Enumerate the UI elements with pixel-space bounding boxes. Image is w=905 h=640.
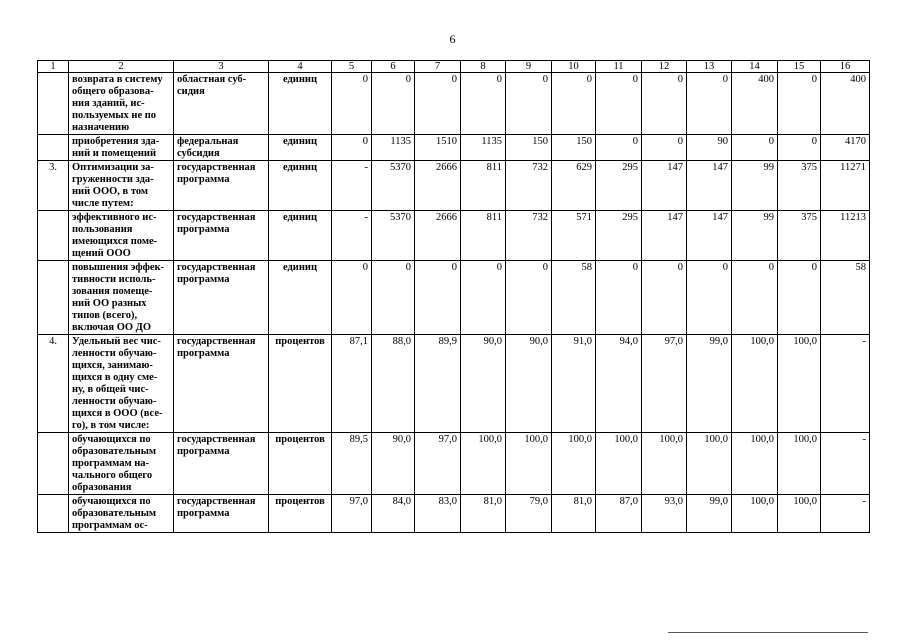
row-number: 3.: [38, 161, 69, 211]
funding-source: государственная программа: [174, 161, 269, 211]
funding-source: областная суб- сидия: [174, 73, 269, 135]
row-number: [38, 73, 69, 135]
value-cell: 400: [821, 73, 870, 135]
table-row: [38, 161, 870, 211]
value-cell: 100,0: [778, 433, 821, 495]
indicator-name: Удельный вес чис- ленности обучаю- щихся, занимаю- щихся в одну сме- ну, в общей чис- ленности обучаю- щихся в ООО (все- го), в том числе:: [69, 335, 174, 433]
column-header: 9: [506, 61, 552, 73]
row-number: [38, 433, 69, 495]
value-cell: 2666: [415, 211, 461, 261]
table-row: [38, 495, 870, 533]
value-cell: 2666: [415, 161, 461, 211]
value-cell: 83,0: [415, 495, 461, 533]
indicator-name: повышения эффек- тивности исполь- зования помеще- ний ОО разных типов (всего), включая ОО ДО: [69, 261, 174, 335]
value-cell: 1135: [461, 135, 506, 161]
table-row: [38, 211, 870, 261]
value-cell: 100,0: [552, 433, 596, 495]
column-header: 13: [687, 61, 732, 73]
value-cell: 375: [778, 161, 821, 211]
value-cell: 90,0: [461, 335, 506, 433]
value-cell: 99,0: [687, 495, 732, 533]
funding-source: государственная программа: [174, 335, 269, 433]
value-cell: 100,0: [506, 433, 552, 495]
column-header: 14: [732, 61, 778, 73]
column-header: 7: [415, 61, 461, 73]
value-cell: 0: [732, 261, 778, 335]
value-cell: 0: [461, 261, 506, 335]
value-cell: 99,0: [687, 335, 732, 433]
value-cell: -: [821, 495, 870, 533]
column-header: 3: [174, 61, 269, 73]
column-header: 2: [69, 61, 174, 73]
value-cell: 811: [461, 211, 506, 261]
value-cell: 0: [778, 261, 821, 335]
column-header: 5: [332, 61, 372, 73]
value-cell: 90,0: [372, 433, 415, 495]
value-cell: 147: [642, 211, 687, 261]
value-cell: 0: [372, 73, 415, 135]
row-number: 4.: [38, 335, 69, 433]
value-cell: 100,0: [687, 433, 732, 495]
value-cell: 58: [552, 261, 596, 335]
value-cell: 0: [642, 135, 687, 161]
indicator-name: Оптимизации за- груженности зда- ний ООО, в том числе путем:: [69, 161, 174, 211]
column-header: 10: [552, 61, 596, 73]
table-row: [38, 335, 870, 433]
column-header: 16: [821, 61, 870, 73]
value-cell: 90: [687, 135, 732, 161]
value-cell: 0: [415, 73, 461, 135]
value-cell: 0: [642, 73, 687, 135]
value-cell: 87,1: [332, 335, 372, 433]
value-cell: 100,0: [732, 495, 778, 533]
indicator-name: обучающихся по образовательным программам ос-: [69, 495, 174, 533]
value-cell: 5370: [372, 211, 415, 261]
column-header: 11: [596, 61, 642, 73]
column-header: 6: [372, 61, 415, 73]
value-cell: -: [821, 433, 870, 495]
value-cell: 0: [642, 261, 687, 335]
value-cell: 0: [506, 73, 552, 135]
value-cell: 1510: [415, 135, 461, 161]
value-cell: 147: [687, 161, 732, 211]
value-cell: 629: [552, 161, 596, 211]
row-number: [38, 261, 69, 335]
value-cell: 0: [778, 73, 821, 135]
value-cell: 99: [732, 211, 778, 261]
indicator-name: эффективного ис- пользования имеющихся поме- щений ООО: [69, 211, 174, 261]
value-cell: 100,0: [778, 495, 821, 533]
value-cell: 147: [687, 211, 732, 261]
value-cell: 89,9: [415, 335, 461, 433]
column-header: 15: [778, 61, 821, 73]
funding-source: государственная программа: [174, 433, 269, 495]
unit: процентов: [269, 433, 332, 495]
value-cell: 94,0: [596, 335, 642, 433]
value-cell: 0: [687, 73, 732, 135]
row-number: [38, 135, 69, 161]
value-cell: 11213: [821, 211, 870, 261]
value-cell: 0: [732, 135, 778, 161]
unit: процентов: [269, 335, 332, 433]
value-cell: 87,0: [596, 495, 642, 533]
unit: единиц: [269, 135, 332, 161]
value-cell: 0: [687, 261, 732, 335]
value-cell: 100,0: [732, 335, 778, 433]
value-cell: 4170: [821, 135, 870, 161]
value-cell: 0: [415, 261, 461, 335]
unit: единиц: [269, 73, 332, 135]
value-cell: 11271: [821, 161, 870, 211]
value-cell: 400: [732, 73, 778, 135]
unit: единиц: [269, 211, 332, 261]
value-cell: 150: [506, 135, 552, 161]
value-cell: 84,0: [372, 495, 415, 533]
value-cell: 100,0: [778, 335, 821, 433]
value-cell: -: [332, 161, 372, 211]
value-cell: 732: [506, 161, 552, 211]
page-number: 6: [449, 32, 456, 46]
value-cell: 100,0: [732, 433, 778, 495]
value-cell: 0: [596, 261, 642, 335]
funding-source: государственная программа: [174, 261, 269, 335]
column-header: 8: [461, 61, 506, 73]
column-header: 12: [642, 61, 687, 73]
value-cell: 1135: [372, 135, 415, 161]
value-cell: 0: [332, 135, 372, 161]
value-cell: 97,0: [642, 335, 687, 433]
value-cell: 295: [596, 211, 642, 261]
value-cell: 375: [778, 211, 821, 261]
column-header: 1: [38, 61, 69, 73]
value-cell: 97,0: [332, 495, 372, 533]
value-cell: -: [821, 335, 870, 433]
value-cell: 0: [778, 135, 821, 161]
value-cell: 732: [506, 211, 552, 261]
unit: единиц: [269, 161, 332, 211]
value-cell: 295: [596, 161, 642, 211]
value-cell: 150: [552, 135, 596, 161]
indicator-name: обучающихся по образовательным программам на- чального общего образования: [69, 433, 174, 495]
table-row: [38, 433, 870, 495]
value-cell: 81,0: [552, 495, 596, 533]
value-cell: 811: [461, 161, 506, 211]
value-cell: 79,0: [506, 495, 552, 533]
value-cell: 0: [332, 261, 372, 335]
value-cell: 147: [642, 161, 687, 211]
value-cell: 571: [552, 211, 596, 261]
funding-source: государственная программа: [174, 211, 269, 261]
value-cell: 89,5: [332, 433, 372, 495]
table-row: [38, 261, 870, 335]
funding-source: федеральная субсидия: [174, 135, 269, 161]
value-cell: 0: [552, 73, 596, 135]
funding-source: государственная программа: [174, 495, 269, 533]
row-number: [38, 495, 69, 533]
table-row: [38, 73, 870, 135]
value-cell: 100,0: [642, 433, 687, 495]
bottom-rule: [668, 632, 868, 633]
value-cell: 91,0: [552, 335, 596, 433]
data-table: [37, 60, 870, 533]
value-cell: 81,0: [461, 495, 506, 533]
value-cell: 88,0: [372, 335, 415, 433]
value-cell: 0: [596, 135, 642, 161]
value-cell: 58: [821, 261, 870, 335]
value-cell: 100,0: [461, 433, 506, 495]
value-cell: 0: [461, 73, 506, 135]
value-cell: 99: [732, 161, 778, 211]
value-cell: 100,0: [596, 433, 642, 495]
value-cell: 0: [332, 73, 372, 135]
value-cell: 97,0: [415, 433, 461, 495]
indicator-name: возврата в систему общего образова- ния зданий, ис- пользуемых не по назначению: [69, 73, 174, 135]
indicator-name: приобретения зда- ний и помещений: [69, 135, 174, 161]
column-header: 4: [269, 61, 332, 73]
unit: процентов: [269, 495, 332, 533]
value-cell: -: [332, 211, 372, 261]
table-row: [38, 135, 870, 161]
value-cell: 0: [596, 73, 642, 135]
value-cell: 90,0: [506, 335, 552, 433]
value-cell: 5370: [372, 161, 415, 211]
value-cell: 0: [372, 261, 415, 335]
header-row: [38, 61, 870, 73]
unit: единиц: [269, 261, 332, 335]
row-number: [38, 211, 69, 261]
value-cell: 0: [506, 261, 552, 335]
value-cell: 93,0: [642, 495, 687, 533]
